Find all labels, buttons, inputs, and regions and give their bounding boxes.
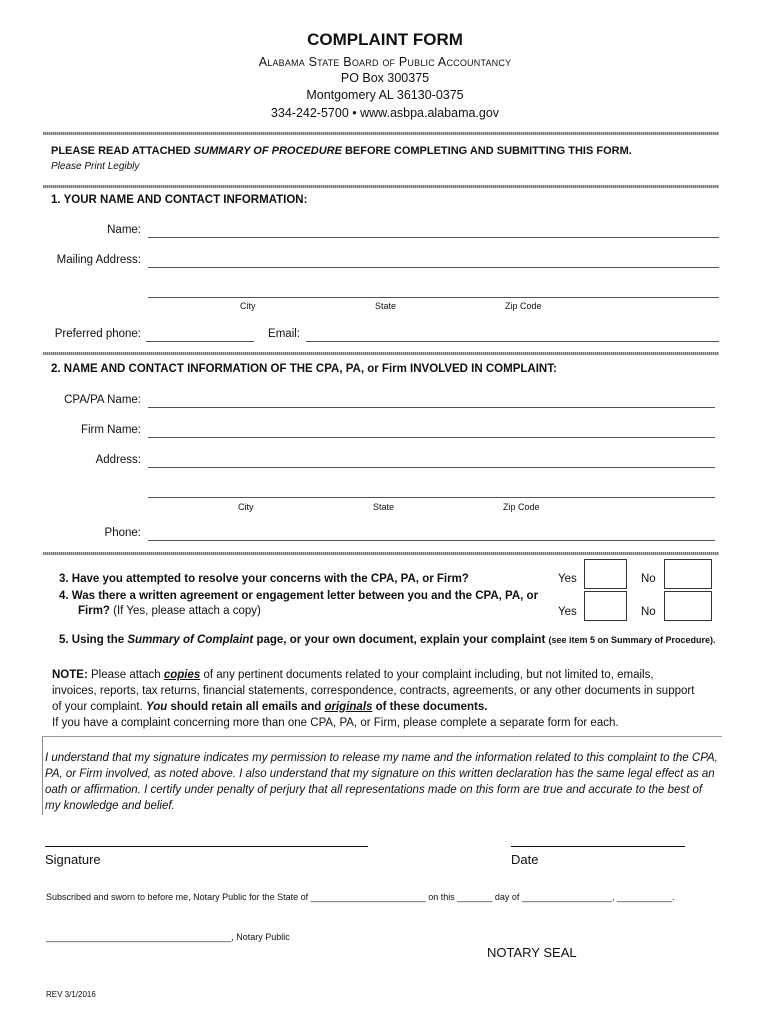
name-label: Name: xyxy=(107,224,141,236)
note-block: NOTE: Please attach copies of any pertinent documents related to your complaint including, but not limited to, emails, invoices, reports, tax returns, financial statements, correspondence, contracts, agreements, or any other documents in support of your complaint. You should retain all emails and originals of these documents. If you have a complaint concerning more than one CPA, PA, or Firm, please complete a separate form for each. xyxy=(52,669,695,729)
state-caption: State xyxy=(373,502,395,512)
form-title: COMPLAINT FORM xyxy=(307,30,463,49)
revision-date: REV 3/1/2016 xyxy=(46,990,96,999)
date-label: Date xyxy=(511,852,539,867)
name-field[interactable] xyxy=(148,237,719,238)
q4-yes-checkbox[interactable] xyxy=(584,591,627,621)
declaration-rule xyxy=(42,736,722,737)
declaration-bar xyxy=(42,737,43,815)
divider xyxy=(43,352,719,355)
print-legibly: Please Print Legibly xyxy=(51,161,140,172)
divider xyxy=(43,552,719,555)
state-caption: State xyxy=(375,301,397,311)
q3-yes-checkbox[interactable] xyxy=(584,559,627,589)
q3-no-checkbox[interactable] xyxy=(664,559,712,589)
question-3: 3. Have you attempted to resolve your concerns with the CPA, PA, or Firm? xyxy=(59,573,469,585)
address-label: Address: xyxy=(95,454,141,466)
preferred-phone-field[interactable] xyxy=(146,341,254,342)
read-instructions: PLEASE READ ATTACHED SUMMARY OF PROCEDURE BEFORE COMPLETING AND SUBMITTING THIS FORM. xyxy=(51,145,632,157)
firm-name-label: Firm Name: xyxy=(80,424,141,436)
cpa-name-label: CPA/PA Name: xyxy=(64,394,141,406)
city-caption: City xyxy=(240,301,256,311)
question-4: 4. Was there a written agreement or engagement letter between you and the CPA, PA, or xyxy=(59,590,539,602)
firm-phone-label: Phone: xyxy=(104,527,141,539)
q4-yes-label: Yes xyxy=(558,606,577,618)
mailing-address-field[interactable] xyxy=(148,267,719,268)
signature-field[interactable] xyxy=(45,846,368,847)
preferred-phone-label: Preferred phone: xyxy=(54,328,141,340)
email-label: Email: xyxy=(268,328,300,340)
notary-statement: Subscribed and sworn to before me, Notary Public for the State of _______________________ on this _______ day of __________________, ___________. xyxy=(46,892,675,902)
po-box: PO Box 300375 xyxy=(340,71,430,85)
zip-caption: Zip Code xyxy=(505,301,542,311)
firm-city-state-zip-field[interactable] xyxy=(148,497,715,498)
signature-label: Signature xyxy=(45,852,101,867)
section1-heading: 1. YOUR NAME AND CONTACT INFORMATION: xyxy=(51,194,308,206)
declaration-text: I understand that my signature indicates my permission to release my name and the information related to this complaint to the CPA, PA, or Firm involved, as noted above. I also understand that my signature on this written declaration has the same legal effect as an oath or affirmation. I certify under penalty of perjury that all representations made on this form are true and accurate to the best of my knowledge and belief. xyxy=(45,752,718,812)
contact-line: 334-242-5700 • www.asbpa.alabama.gov xyxy=(270,106,500,120)
q4-no-checkbox[interactable] xyxy=(664,591,712,621)
divider xyxy=(43,185,719,188)
address-field[interactable] xyxy=(148,467,715,468)
firm-phone-field[interactable] xyxy=(148,540,715,541)
section2-heading: 2. NAME AND CONTACT INFORMATION OF THE CPA, PA, or Firm INVOLVED IN COMPLAINT: xyxy=(51,363,557,375)
city-caption: City xyxy=(238,502,254,512)
notary-seal-label: NOTARY SEAL xyxy=(487,945,577,960)
question-4-cont: Firm? (If Yes, please attach a copy) xyxy=(78,605,261,617)
zip-caption: Zip Code xyxy=(503,502,540,512)
mailing-address-label: Mailing Address: xyxy=(56,254,141,266)
email-field[interactable] xyxy=(306,341,719,342)
q4-no-label: No xyxy=(641,606,656,618)
city-line: Montgomery AL 36130-0375 xyxy=(306,88,464,102)
date-field[interactable] xyxy=(511,846,685,847)
org-name: Alabama State Board of Public Accountancy xyxy=(258,55,512,69)
q3-no-label: No xyxy=(641,573,656,585)
q3-yes-label: Yes xyxy=(558,573,577,585)
question-5: 5. Using the Summary of Complaint page, or your own document, explain your complaint (see item 5 on Summary of Procedure). xyxy=(59,634,716,646)
firm-name-field[interactable] xyxy=(148,437,715,438)
cpa-name-field[interactable] xyxy=(148,407,715,408)
city-state-zip-field[interactable] xyxy=(148,297,719,298)
notary-public-line: _____________________________________, Notary Public xyxy=(46,932,290,942)
divider xyxy=(43,132,719,135)
